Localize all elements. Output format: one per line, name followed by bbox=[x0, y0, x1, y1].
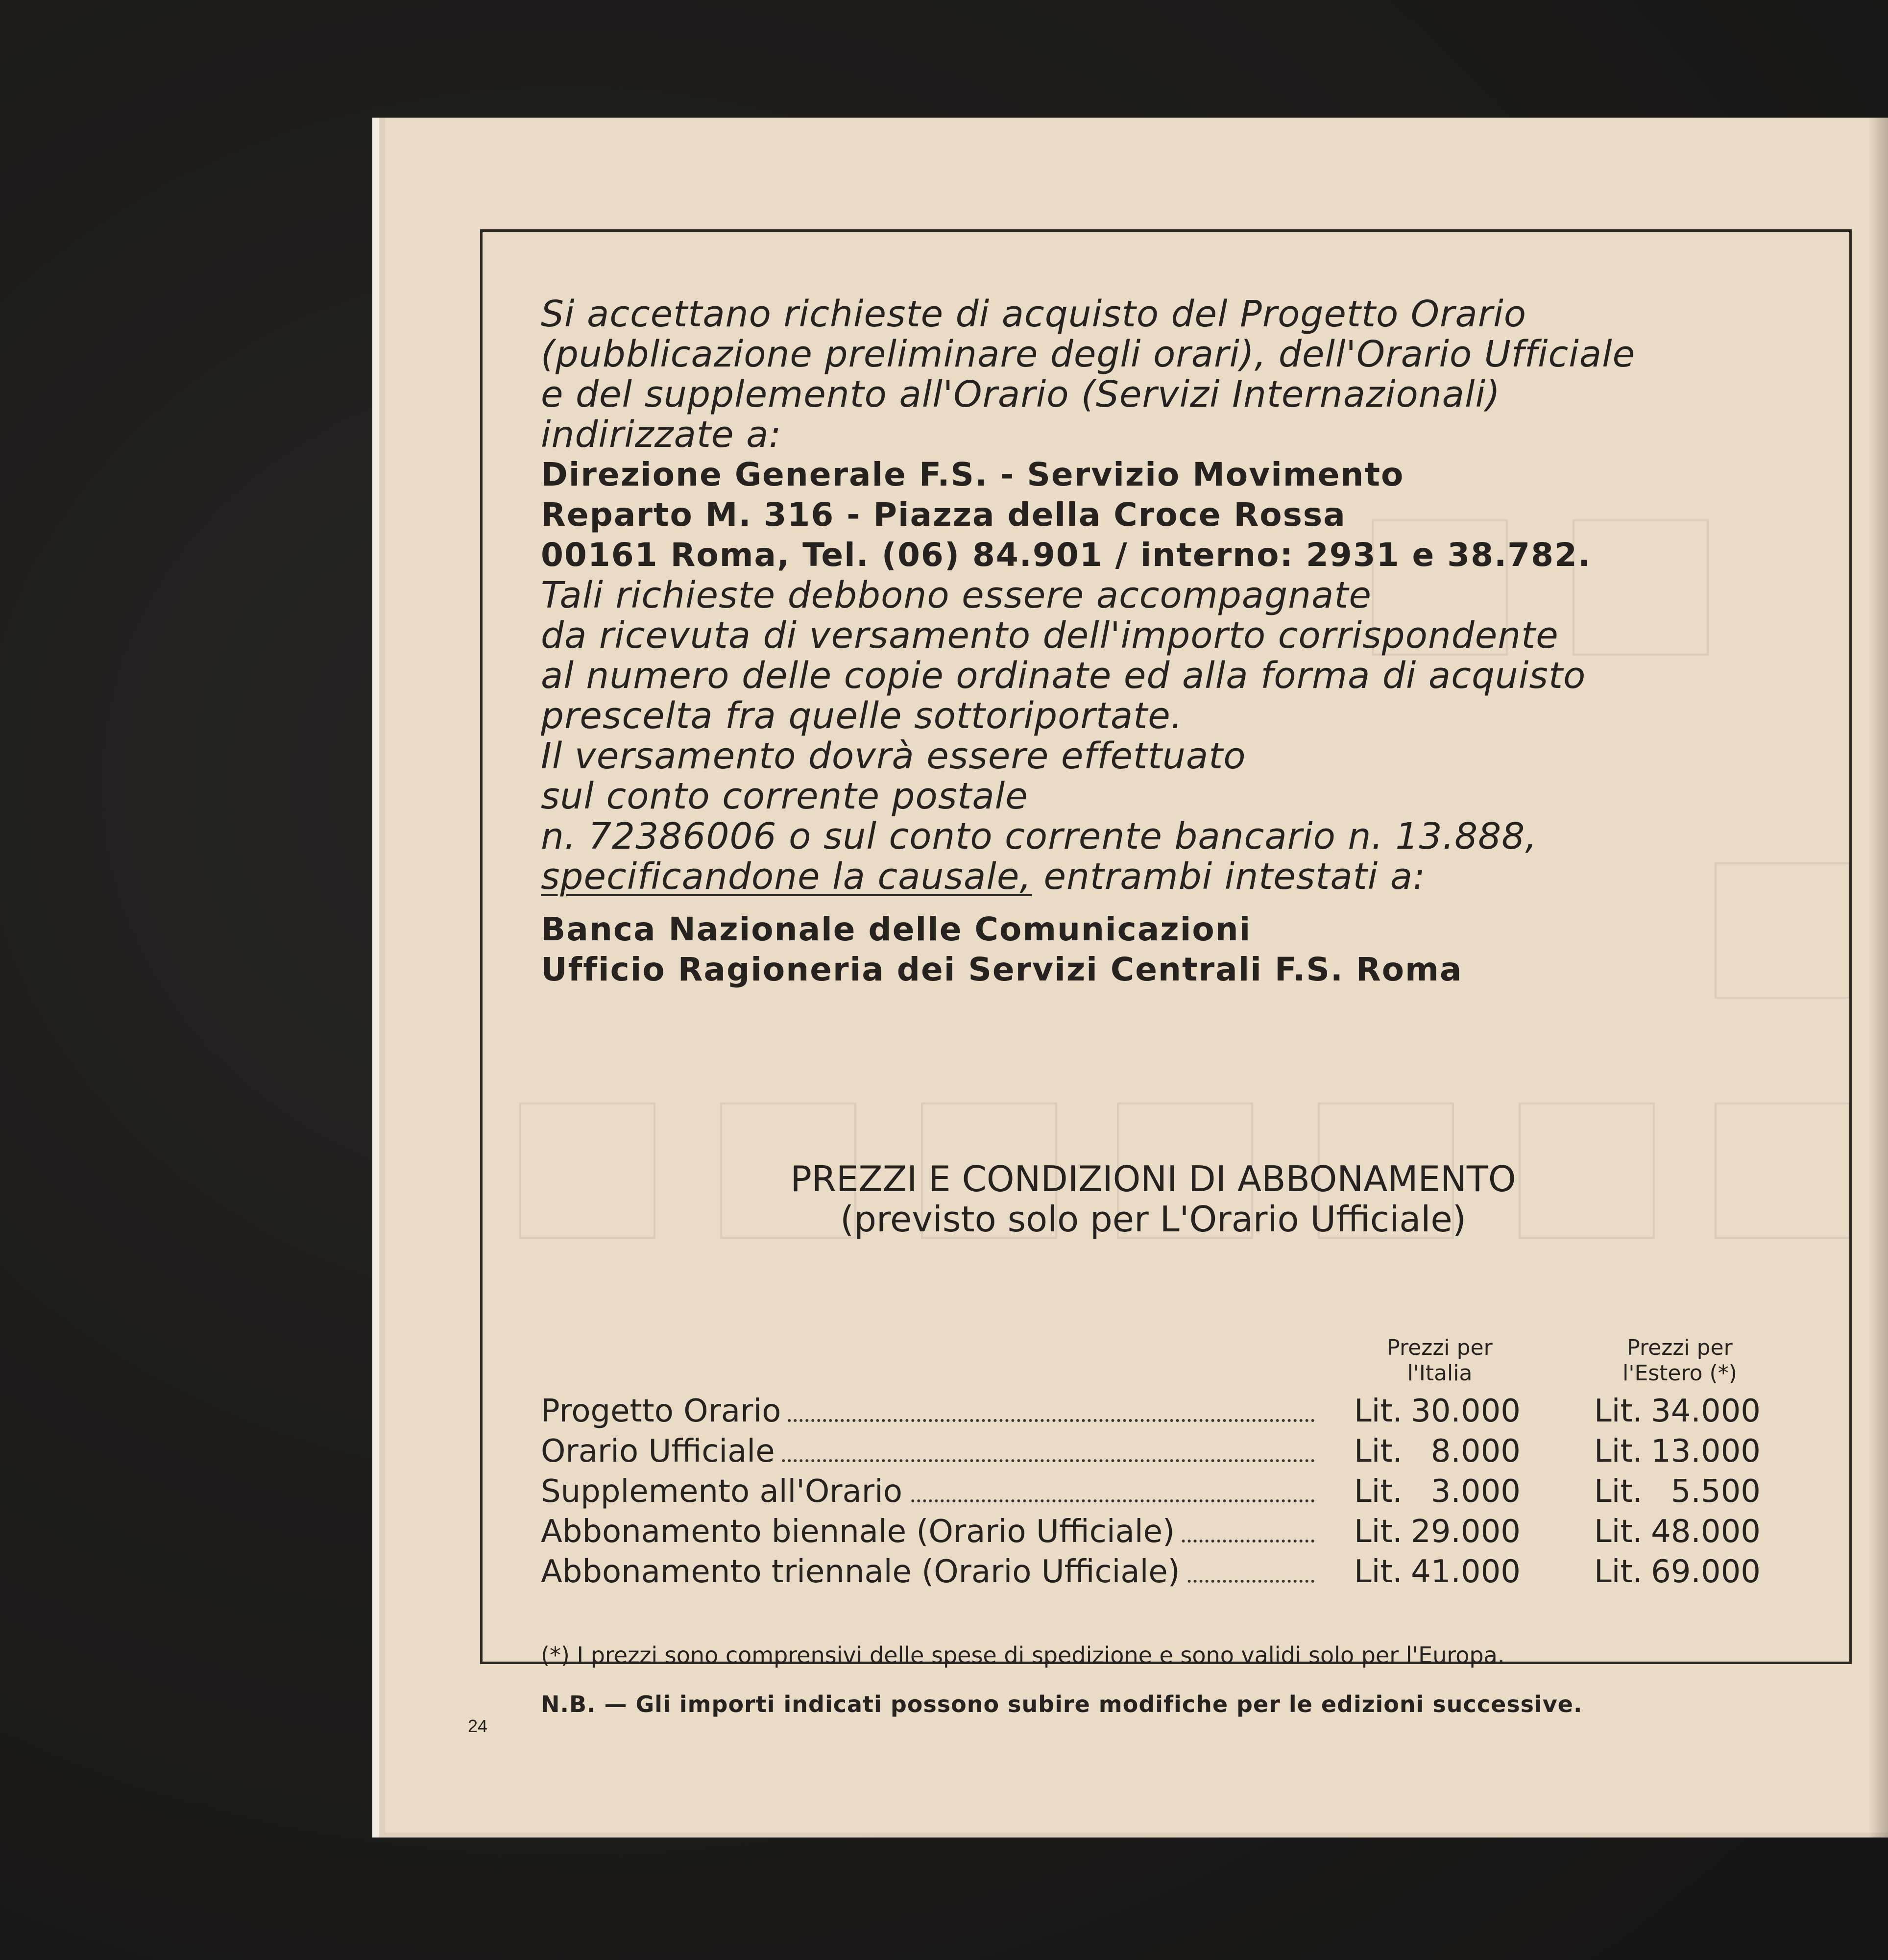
price-row bbox=[541, 1472, 1815, 1511]
currency: Lit. bbox=[1594, 1473, 1643, 1510]
bank-block bbox=[541, 909, 1815, 990]
currency: Lit. bbox=[1594, 1554, 1643, 1590]
instructions-line: Il versamento dovrà essere effettuato bbox=[541, 735, 1246, 777]
intro-line: (pubblicazione preliminare degli orari), dell'Orario Ufficiale bbox=[541, 333, 1636, 375]
address-line: Reparto M. 316 - Piazza della Croce Rossa bbox=[541, 496, 1346, 534]
price-label bbox=[541, 1512, 1315, 1551]
currency: Lit. bbox=[1354, 1433, 1403, 1470]
address-block bbox=[541, 455, 1815, 575]
prices-title bbox=[541, 1159, 1766, 1239]
intro-paragraph bbox=[541, 294, 1815, 455]
document-page bbox=[372, 118, 1888, 1838]
instructions-line: da ricevuta di versamento dell'importo corrispondente bbox=[541, 614, 1559, 657]
currency: Lit. bbox=[1354, 1554, 1403, 1590]
price-value: 3.000 bbox=[1430, 1473, 1521, 1510]
column-header-text: Prezzi per bbox=[1627, 1335, 1733, 1360]
page-number: 24 bbox=[468, 1716, 488, 1736]
price-label bbox=[541, 1472, 1315, 1511]
causale-underlined: specificandone la causale, bbox=[541, 856, 1032, 898]
column-header-text: l'Italia bbox=[1407, 1361, 1473, 1386]
price-row bbox=[541, 1432, 1815, 1471]
column-header-text: l'Estero (*) bbox=[1622, 1361, 1737, 1386]
price-row bbox=[541, 1392, 1815, 1431]
instructions-paragraph bbox=[541, 575, 1815, 897]
column-header-italia bbox=[1359, 1335, 1521, 1386]
content-area bbox=[541, 293, 1815, 1717]
price-value: 13.000 bbox=[1651, 1433, 1761, 1470]
price-value: 29.000 bbox=[1411, 1514, 1521, 1550]
currency: Lit. bbox=[1594, 1514, 1643, 1550]
price-label-text: Supplemento all'Orario bbox=[541, 1473, 909, 1510]
price-value: 30.000 bbox=[1411, 1393, 1521, 1429]
nb-note: N.B. — Gli importi indicati possono subire modifiche per le edizioni successive. bbox=[541, 1691, 1583, 1717]
address-line: Direzione Generale F.S. - Servizio Movimento bbox=[541, 456, 1404, 493]
currency: Lit. bbox=[1354, 1514, 1403, 1550]
currency: Lit. bbox=[1594, 1393, 1643, 1429]
price-label bbox=[541, 1432, 1315, 1471]
footnote: (*) I prezzi sono comprensivi delle spese di spedizione e sono validi solo per l'Europa. bbox=[541, 1642, 1505, 1668]
price-row bbox=[541, 1512, 1815, 1551]
currency: Lit. bbox=[1354, 1393, 1403, 1429]
price-row bbox=[541, 1552, 1815, 1592]
price-label bbox=[541, 1392, 1315, 1431]
price-value: 48.000 bbox=[1651, 1514, 1761, 1550]
bank-line: Banca Nazionale delle Comunicazioni bbox=[541, 910, 1252, 948]
instructions-line: Tali richieste debbono essere accompagnate bbox=[541, 574, 1372, 616]
price-value: 5.500 bbox=[1670, 1473, 1761, 1510]
price-value: 8.000 bbox=[1430, 1433, 1521, 1470]
price-value: 41.000 bbox=[1411, 1554, 1521, 1590]
instructions-line: prescelta fra quelle sottoriportate. bbox=[541, 695, 1183, 737]
price-value: 34.000 bbox=[1651, 1393, 1761, 1429]
price-label-text: Abbonamento biennale (Orario Ufficiale) bbox=[541, 1514, 1182, 1550]
instructions-line: n. 72386006 o sul conto corrente bancario n. 13.888, bbox=[541, 815, 1537, 858]
instructions-line: al numero delle copie ordinate ed alla forma di acquisto bbox=[541, 655, 1586, 697]
currency: Lit. bbox=[1594, 1433, 1643, 1470]
currency: Lit. bbox=[1354, 1473, 1403, 1510]
address-line: 00161 Roma, Tel. (06) 84.901 / interno: 2931 e 38.782. bbox=[541, 536, 1592, 574]
prices-subtitle-line: (previsto solo per L'Orario Ufficiale) bbox=[840, 1199, 1466, 1240]
column-header-estero bbox=[1599, 1335, 1761, 1386]
instructions-last-line bbox=[541, 857, 1815, 897]
intro-line: Si accettano richieste di acquisto del Progetto Orario bbox=[541, 293, 1527, 335]
price-value: 69.000 bbox=[1651, 1554, 1761, 1590]
price-label-text: Abbonamento triennale (Orario Ufficiale) bbox=[541, 1554, 1187, 1590]
price-label-text: Orario Ufficiale bbox=[541, 1433, 782, 1470]
intro-line: indirizzate a: bbox=[541, 414, 782, 456]
price-label-text: Progetto Orario bbox=[541, 1393, 788, 1429]
price-label bbox=[541, 1552, 1315, 1592]
instructions-tail: entrambi intestati a: bbox=[1031, 856, 1426, 898]
intro-line: e del supplemento all'Orario (Servizi Internazionali) bbox=[541, 373, 1501, 416]
instructions-line: sul conto corrente postale bbox=[541, 775, 1028, 817]
prices-title-line: PREZZI E CONDIZIONI DI ABBONAMENTO bbox=[790, 1158, 1516, 1200]
bank-line: Ufficio Ragioneria dei Servizi Centrali F.S. Roma bbox=[541, 951, 1463, 988]
column-header-text: Prezzi per bbox=[1387, 1335, 1493, 1360]
